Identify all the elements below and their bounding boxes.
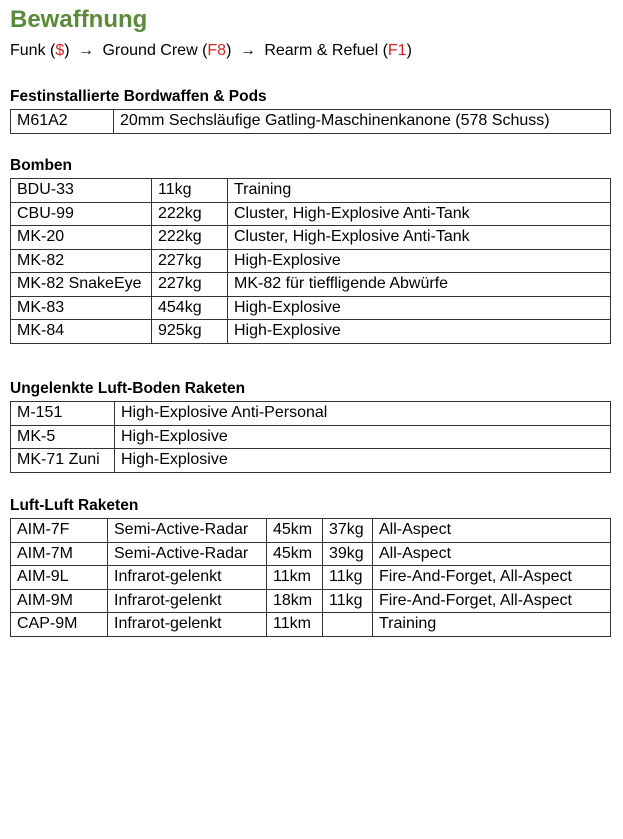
table-row xyxy=(11,542,611,566)
bomb-name-cell: MK-83 xyxy=(11,296,152,320)
table-row xyxy=(11,296,611,320)
table-row xyxy=(11,110,611,134)
bomb-name-cell: MK-82 xyxy=(11,249,152,273)
navigation-path xyxy=(10,42,412,60)
bomb-type-cell: High-Explosive xyxy=(228,249,611,273)
bomb-type-cell: High-Explosive xyxy=(228,296,611,320)
bombs-table xyxy=(10,178,611,344)
table-row xyxy=(11,613,611,637)
bomb-name-cell: BDU-33 xyxy=(11,179,152,203)
funk-close: ) xyxy=(64,42,70,59)
bomb-weight-cell: 222kg xyxy=(152,226,228,250)
fixed-weapons-table xyxy=(10,109,611,134)
arrow-right-icon: → xyxy=(239,42,256,59)
section-title-unguided-rockets: Ungelenkte Luft-Boden Raketen xyxy=(10,380,246,397)
section-title-fixed-weapons: Festinstallierte Bordwaffen & Pods xyxy=(10,88,267,105)
crew-close: ) xyxy=(226,42,232,59)
table-row xyxy=(11,179,611,203)
bomb-weight-cell: 227kg xyxy=(152,273,228,297)
bomb-type-cell: Cluster, High-Explosive Anti-Tank xyxy=(228,226,611,250)
table-row xyxy=(11,226,611,250)
rearm-label: Rearm & Refuel ( xyxy=(264,42,388,59)
missile-name-cell: AIM-7M xyxy=(11,542,108,566)
table-row xyxy=(11,402,611,426)
section-title-bombs: Bomben xyxy=(10,157,72,174)
bomb-type-cell: Cluster, High-Explosive Anti-Tank xyxy=(228,202,611,226)
rearm-close: ) xyxy=(406,42,412,59)
bomb-name-cell: MK-84 xyxy=(11,320,152,344)
missile-range-cell: 11km xyxy=(267,613,323,637)
missile-range-cell: 11km xyxy=(267,566,323,590)
missile-range-cell: 45km xyxy=(267,519,323,543)
table-row xyxy=(11,425,611,449)
table-row xyxy=(11,589,611,613)
missile-name-cell: AIM-9L xyxy=(11,566,108,590)
missile-range-cell: 45km xyxy=(267,542,323,566)
missile-notes-cell: All-Aspect xyxy=(373,542,611,566)
rocket-name-cell: MK-5 xyxy=(11,425,115,449)
missile-name-cell: AIM-9M xyxy=(11,589,108,613)
rocket-type-cell: High-Explosive Anti-Personal xyxy=(115,402,611,426)
missile-notes-cell: Fire-And-Forget, All-Aspect xyxy=(373,589,611,613)
bomb-type-cell: MK-82 für tieffligende Abwürfe xyxy=(228,273,611,297)
rocket-type-cell: High-Explosive xyxy=(115,449,611,473)
missile-guidance-cell: Infrarot-gelenkt xyxy=(108,589,267,613)
missile-weight-cell: 39kg xyxy=(323,542,373,566)
rocket-type-cell: High-Explosive xyxy=(115,425,611,449)
table-row xyxy=(11,202,611,226)
missile-notes-cell: All-Aspect xyxy=(373,519,611,543)
missile-range-cell: 18km xyxy=(267,589,323,613)
funk-key: $ xyxy=(55,42,65,59)
missile-notes-cell: Fire-And-Forget, All-Aspect xyxy=(373,566,611,590)
table-row xyxy=(11,273,611,297)
page-title: Bewaffnung xyxy=(10,6,148,33)
missile-weight-cell xyxy=(323,613,373,637)
funk-label: Funk ( xyxy=(10,42,56,59)
rockets-table xyxy=(10,401,611,473)
bomb-name-cell: MK-82 SnakeEye xyxy=(11,273,152,297)
weapon-description-cell: 20mm Sechsläufige Gatling-Maschinenkanone (578 Schuss) xyxy=(114,110,611,134)
missile-guidance-cell: Infrarot-gelenkt xyxy=(108,566,267,590)
weapon-name-cell: M61A2 xyxy=(11,110,114,134)
missile-weight-cell: 37kg xyxy=(323,519,373,543)
rocket-name-cell: MK-71 Zuni xyxy=(11,449,115,473)
missile-name-cell: CAP-9M xyxy=(11,613,108,637)
bomb-weight-cell: 925kg xyxy=(152,320,228,344)
section-title-air-to-air: Luft-Luft Raketen xyxy=(10,497,139,514)
crew-label: Ground Crew ( xyxy=(102,42,208,59)
rocket-name-cell: M-151 xyxy=(11,402,115,426)
table-row xyxy=(11,320,611,344)
crew-key: F8 xyxy=(207,42,227,59)
arrow-right-icon: → xyxy=(78,42,95,59)
bomb-name-cell: MK-20 xyxy=(11,226,152,250)
table-row xyxy=(11,249,611,273)
missile-guidance-cell: Infrarot-gelenkt xyxy=(108,613,267,637)
bomb-name-cell: CBU-99 xyxy=(11,202,152,226)
rearm-key: F1 xyxy=(387,42,407,59)
bomb-weight-cell: 11kg xyxy=(152,179,228,203)
bomb-weight-cell: 454kg xyxy=(152,296,228,320)
air-to-air-table xyxy=(10,518,611,637)
missile-notes-cell: Training xyxy=(373,613,611,637)
table-row xyxy=(11,519,611,543)
missile-guidance-cell: Semi-Active-Radar xyxy=(108,519,267,543)
bomb-type-cell: Training xyxy=(228,179,611,203)
missile-name-cell: AIM-7F xyxy=(11,519,108,543)
table-row xyxy=(11,566,611,590)
missile-guidance-cell: Semi-Active-Radar xyxy=(108,542,267,566)
bomb-weight-cell: 222kg xyxy=(152,202,228,226)
missile-weight-cell: 11kg xyxy=(323,589,373,613)
missile-weight-cell: 11kg xyxy=(323,566,373,590)
bomb-type-cell: High-Explosive xyxy=(228,320,611,344)
table-row xyxy=(11,449,611,473)
bomb-weight-cell: 227kg xyxy=(152,249,228,273)
